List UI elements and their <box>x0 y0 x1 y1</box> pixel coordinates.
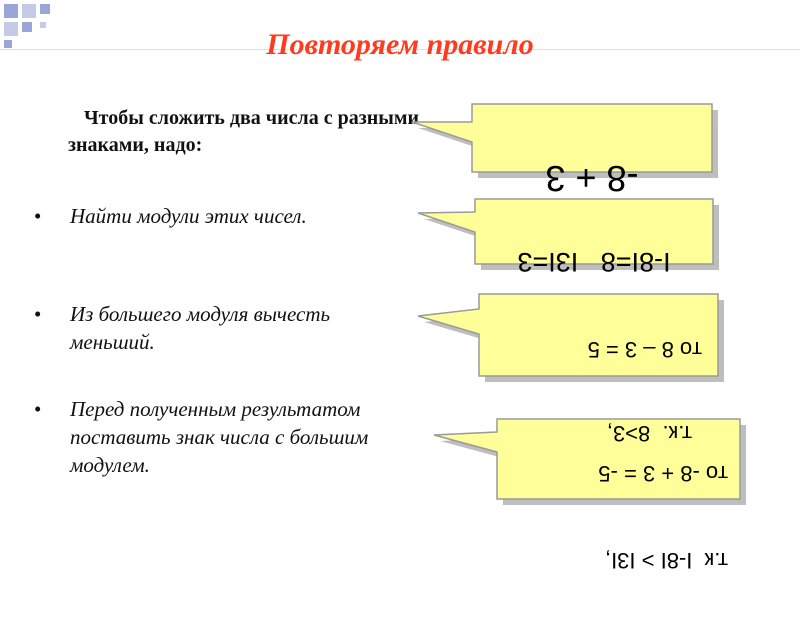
callout-line: т.к. 8>3, <box>606 421 692 446</box>
bullet-dot: • <box>34 302 42 326</box>
bullet-text: Найти модули этих чисел. <box>70 204 307 228</box>
bullet-dot: • <box>34 397 42 421</box>
bullet-text: Перед полученным результатом поставить знак числа с большим модулем. <box>70 397 369 477</box>
bullet-dot: • <box>34 204 42 228</box>
callout-line: -8 + 3 <box>545 158 639 199</box>
callout-text <box>497 430 740 633</box>
callout-line: то -8 + 3 = -5 <box>598 461 728 486</box>
callout-line: т.к I-8I > I3I, <box>604 548 728 573</box>
callout-line: I-8I=8 I3I=3 <box>517 247 671 277</box>
bullet-text: Из большего модуля вычесть меньший. <box>70 302 331 354</box>
slide-title: Повторяем правило <box>266 28 534 61</box>
callout-line: то 8 – 3 = 5 <box>587 337 702 362</box>
intro-text: Чтобы сложить два числа с разными знаками, надо: <box>68 107 420 156</box>
